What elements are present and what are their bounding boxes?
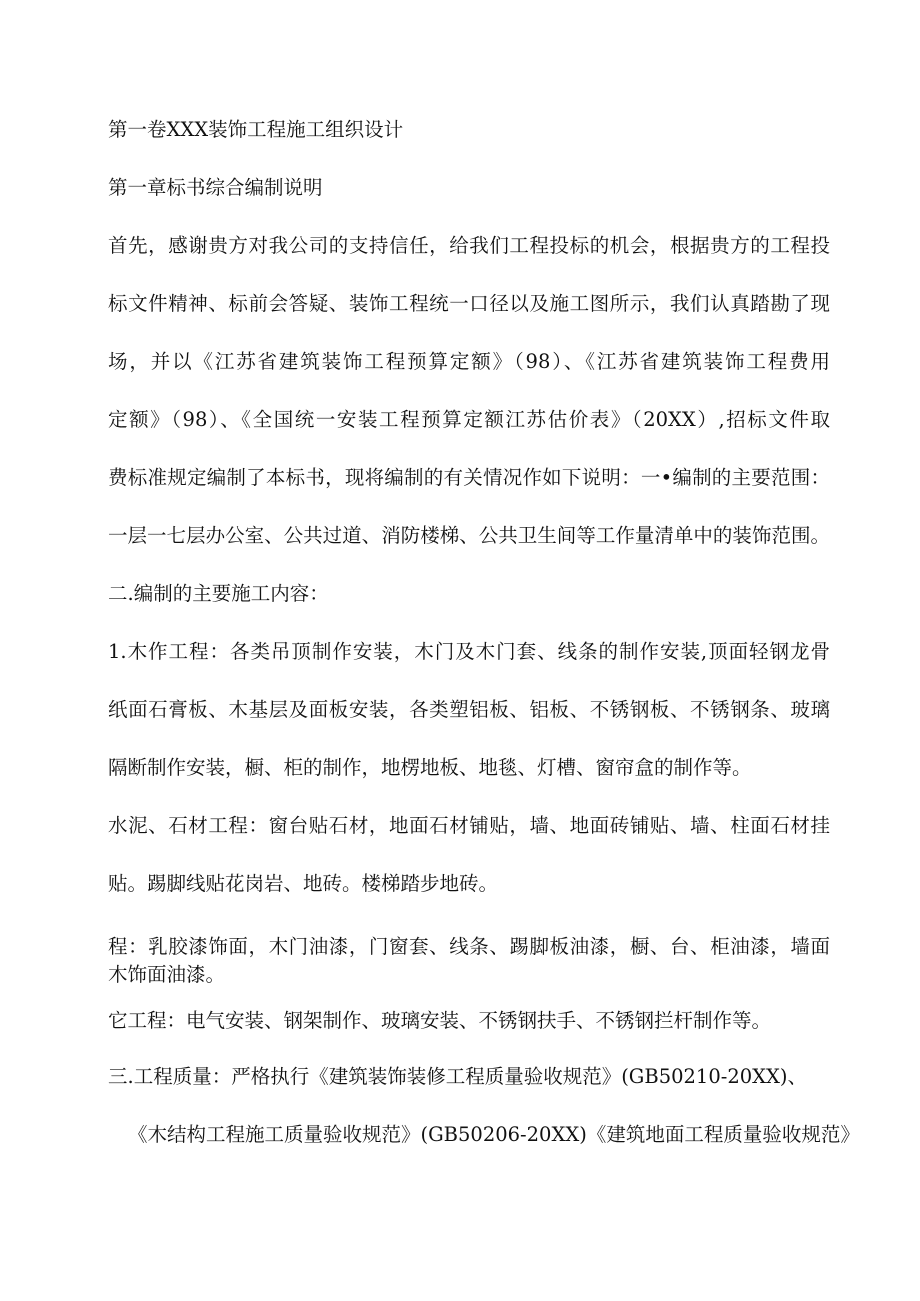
intro-line: 定额》（98）、《全国统一安装工程预算定额江苏估价表》（20XX）,招标文件取 [108, 408, 830, 431]
section-heading: 二.编制的主要施工内容： [108, 582, 329, 605]
wood-work-line: 1.木作工程：各类吊顶制作安装，木门及木门套、线条的制作安装,顶面轻钢龙骨 [108, 640, 830, 663]
intro-line: 费标准规定编制了本标书，现将编制的有关情况作如下说明：一•编制的主要范围： [108, 466, 830, 489]
stone-work-line: 贴。踢脚线贴花岗岩、地砖。楼梯踏步地砖。 [108, 872, 499, 895]
intro-line: 首先，感谢贵方对我公司的支持信任，给我们工程投标的机会，根据贵方的工程投 [108, 234, 830, 257]
wood-work-line: 隔断制作安装，橱、柜的制作，地楞地板、地毯、灯槽、窗帘盒的制作等。 [108, 756, 752, 779]
wood-work-line: 纸面石膏板、木基层及面板安装，各类塑铝板、铝板、不锈钢板、不锈钢条、玻璃 [108, 698, 830, 721]
paint-work-line: 程：乳胶漆饰面，木门油漆，门窗套、线条、踢脚板油漆，橱、台、柜油漆，墙面 [108, 935, 830, 958]
other-work-line: 它工程：电气安装、钢架制作、玻璃安装、不锈钢扶手、不锈钢拦杆制作等。 [108, 1009, 772, 1032]
quality-line: 三.工程质量：严格执行《建筑装饰装修工程质量验收规范》(GB50210-20XX)、 [108, 1065, 808, 1088]
chapter-title: 第一章标书综合编制说明 [108, 176, 323, 199]
stone-work-line: 水泥、石材工程：窗台贴石材，地面石材铺贴，墙、地面砖铺贴、墙、柱面石材挂 [108, 814, 830, 837]
paint-work-line: 木饰面油漆。 [108, 963, 226, 986]
quality-line: 《木结构工程施工质量验收规范》(GB50206-20XX)《建筑地面工程质量验收规范》 [128, 1123, 860, 1146]
volume-title: 第一卷XXX装饰工程施工组织设计 [108, 118, 404, 141]
intro-line: 一层一七层办公室、公共过道、消防楼梯、公共卫生间等工作量清单中的装饰范围。 [108, 524, 830, 547]
intro-line: 场，并以《江苏省建筑装饰工程预算定额》（98）、《江苏省建筑装饰工程费用 [108, 350, 830, 373]
intro-line: 标文件精神、标前会答疑、装饰工程统一口径以及施工图所示，我们认真踏勘了现 [108, 292, 830, 315]
